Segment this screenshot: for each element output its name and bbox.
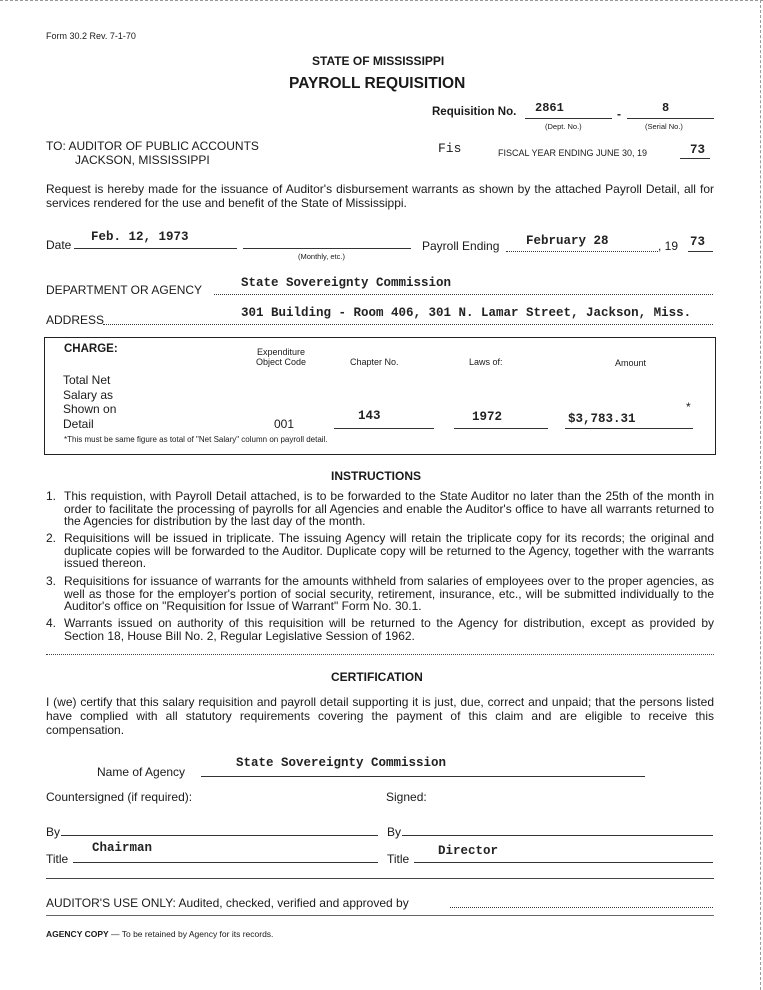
instruction-item-4 [46, 617, 714, 642]
agency-name-line [201, 776, 645, 777]
instruction-text: Requisitions will be issued in triplicate. The issuing Agency will retain the triplicate copy for its records; the original and duplicate copies will be forwarded to the Auditor. Duplicate copy will be returned to the Agency, together with the warrants issued thereon. [64, 531, 714, 570]
footer-note [46, 929, 273, 939]
certification-paragraph: I (we) certify that this salary requisition and payroll detail supporting it is just, due, correct and unpaid; that the persons listed have complied with all statutory requirements covering the payment of this claim and are eligible to receive this compensation. [46, 695, 714, 737]
requisition-label: Requisition No. [432, 106, 517, 118]
perforation-right [760, 0, 761, 990]
chapter-value: 143 [358, 409, 381, 423]
col-laws: Laws of: [469, 357, 503, 367]
amount-line [565, 428, 693, 429]
instruction-num: 1. [46, 489, 57, 503]
title-label-left: Title [46, 852, 69, 866]
charge-footnote: *This must be same figure as total of "Net Salary" column on payroll detail. [64, 435, 328, 444]
title-line-right [414, 862, 713, 863]
by-line-left [61, 835, 378, 836]
perforation-top [0, 0, 763, 1]
signature-divider [46, 878, 714, 879]
payroll-ending-line [506, 251, 658, 252]
state-heading: STATE OF MISSISSIPPI [312, 54, 445, 68]
col-expenditure-2: Object Code [256, 357, 307, 367]
payroll-ending-value: February 28 [526, 234, 609, 248]
dept-no-value: 2861 [535, 101, 564, 115]
signed-label: Signed: [386, 790, 427, 804]
instruction-item-2 [46, 532, 714, 570]
instruction-num: 2. [46, 531, 57, 545]
fiscal-typed-prefix: Fis [438, 141, 462, 156]
request-paragraph: Request is hereby made for the issuance of Auditor's disbursement warrants as shown by the attached Payroll Detail, all for services rendered for the use and benefit of the State of Mississippi. [46, 182, 714, 210]
form-number: Form 30.2 Rev. 7-1-70 [46, 31, 136, 41]
payroll-year-line [688, 251, 713, 252]
department-value: State Sovereignty Commission [241, 276, 452, 290]
instruction-num: 4. [46, 616, 57, 630]
auditor-use-label: AUDITOR'S USE ONLY: Audited, checked, verified and approved by [46, 896, 409, 910]
payroll-year-prefix: , 19 [658, 239, 679, 253]
department-label: DEPARTMENT OR AGENCY [46, 283, 203, 297]
to-line-1: TO: AUDITOR OF PUBLIC ACCOUNTS [46, 139, 259, 153]
instructions-divider [46, 654, 714, 655]
serial-no-value: 8 [662, 101, 670, 115]
monthly-line [243, 248, 411, 249]
row-label-3: Shown on [63, 402, 117, 416]
fiscal-year-value: 73 [690, 143, 706, 157]
address-line [103, 324, 713, 325]
object-code-value: 001 [274, 417, 295, 431]
amount-asterisk: * [686, 400, 691, 414]
title-line-left [73, 862, 378, 863]
by-label-left: By [46, 825, 61, 839]
charge-title: CHARGE: [64, 343, 118, 355]
form-title: PAYROLL REQUISITION [289, 75, 466, 92]
row-label-2: Salary as [63, 388, 114, 402]
agency-name-value: State Sovereignty Commission [236, 756, 447, 770]
serial-no-caption: (Serial No.) [645, 122, 683, 131]
row-label-4: Detail [63, 417, 94, 431]
footer-bold: AGENCY COPY [46, 929, 109, 939]
by-label-right: By [387, 825, 402, 839]
row-label-1: Total Net [63, 373, 111, 387]
monthly-caption: (Monthly, etc.) [298, 252, 345, 261]
col-expenditure-1: Expenditure [257, 347, 306, 357]
instruction-num: 3. [46, 574, 57, 588]
instruction-item-1 [46, 490, 714, 528]
dept-no-caption: (Dept. No.) [545, 122, 582, 131]
to-line-2: JACKSON, MISSISSIPPI [75, 153, 210, 167]
address-label: ADDRESS [46, 313, 105, 327]
amount-value: $3,783.31 [568, 412, 636, 426]
address-value: 301 Building - Room 406, 301 N. Lamar Street, Jackson, Miss. [241, 306, 692, 320]
payroll-year-value: 73 [690, 235, 706, 249]
by-line-right [402, 835, 713, 836]
title-value-right: Director [438, 844, 499, 858]
col-chapter: Chapter No. [350, 357, 399, 367]
instruction-text: This requistion, with Payroll Detail attached, is to be forwarded to the State Auditor no later than the 25th of the month in order to facilitate the processing of payrolls for all Agencies and enable the Auditor's office to have all warrants returned to the Agencies for distribution by the last day of the month. [64, 489, 714, 528]
date-line [74, 248, 237, 249]
instructions-heading: INSTRUCTIONS [331, 469, 421, 483]
auditor-line [450, 907, 713, 908]
title-value-left: Chairman [92, 841, 153, 855]
chapter-line [334, 428, 434, 429]
agency-name-label: Name of Agency [97, 765, 186, 779]
auditor-divider [46, 915, 714, 916]
instruction-item-3 [46, 575, 714, 613]
fiscal-year-line [680, 158, 710, 159]
payroll-ending-label: Payroll Ending [422, 239, 500, 253]
laws-value: 1972 [472, 410, 503, 424]
dept-no-line [525, 118, 612, 119]
instruction-text: Requisitions for issuance of warrants for the amounts withheld from salaries of employees over to the proper agencies, as well as those for the employer's portion of social security, retirement, insurance, etc., will be submitted individually to the Auditor's office on "Requisition for Issue of Warrant" Form No. 30.1. [64, 574, 714, 613]
department-line [214, 294, 713, 295]
col-amount: Amount [615, 358, 647, 368]
date-value: Feb. 12, 1973 [91, 230, 189, 244]
serial-no-line [627, 118, 714, 119]
requisition-dash: - [617, 107, 621, 121]
laws-line [454, 428, 548, 429]
certification-heading: CERTIFICATION [331, 670, 423, 684]
countersigned-label: Countersigned (if required): [46, 790, 193, 804]
title-label-right: Title [387, 852, 410, 866]
footer-rest: — To be retained by Agency for its records. [108, 929, 274, 939]
instruction-text: Warrants issued on authority of this requisition will be returned to the Agency for distribution, except as provided by Section 18, House Bill No. 2, Regular Legislative Session of 1962. [64, 616, 714, 643]
date-label: Date [46, 238, 72, 252]
fiscal-year-label: FISCAL YEAR ENDING JUNE 30, 19 [498, 148, 648, 158]
